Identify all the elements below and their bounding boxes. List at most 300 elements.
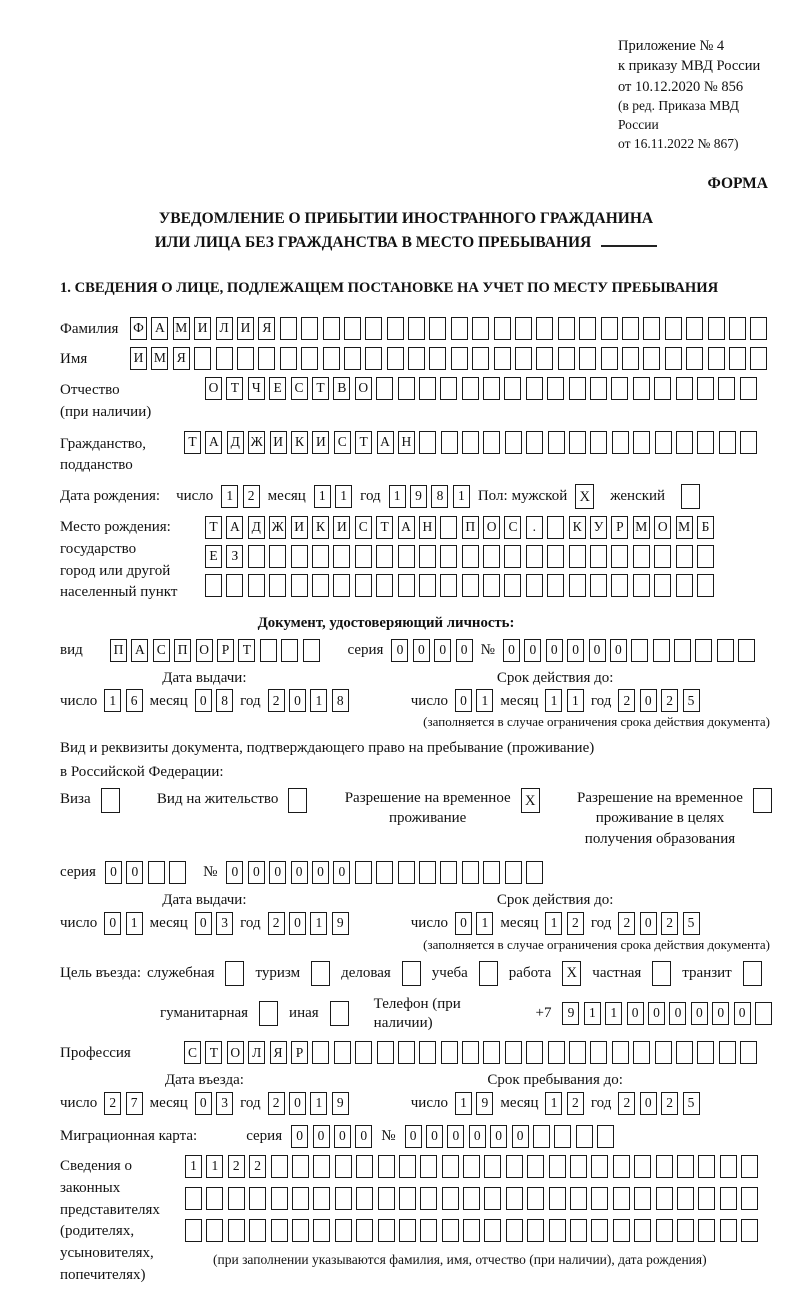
char-cell[interactable]: О — [227, 1041, 244, 1064]
char-cell[interactable] — [655, 1041, 672, 1064]
char-cell[interactable] — [440, 516, 457, 539]
char-cell[interactable] — [665, 347, 682, 370]
char-cell[interactable] — [547, 377, 564, 400]
char-cell[interactable] — [419, 431, 436, 454]
char-cell[interactable] — [355, 1041, 372, 1064]
char-cell[interactable]: 7 — [126, 1092, 143, 1115]
char-cell[interactable]: 2 — [268, 689, 285, 712]
char-cell[interactable]: Ф — [130, 317, 147, 340]
char-cell[interactable] — [515, 347, 532, 370]
char-cell[interactable] — [526, 574, 543, 597]
char-cell[interactable] — [740, 1041, 757, 1064]
char-cell[interactable] — [570, 1155, 587, 1178]
char-cell[interactable] — [291, 545, 308, 568]
char-cell[interactable] — [463, 1187, 480, 1210]
male-checkbox[interactable]: X — [575, 484, 594, 509]
char-cell[interactable] — [612, 1041, 629, 1064]
char-cell[interactable] — [399, 1187, 416, 1210]
char-cell[interactable]: 0 — [490, 1125, 507, 1148]
char-cell[interactable]: 0 — [455, 912, 472, 935]
char-cell[interactable] — [312, 1041, 329, 1064]
char-cell[interactable] — [281, 639, 298, 662]
char-cell[interactable] — [533, 1125, 550, 1148]
char-cell[interactable]: 2 — [228, 1155, 245, 1178]
char-cell[interactable]: Е — [205, 545, 222, 568]
char-cell[interactable] — [527, 1187, 544, 1210]
char-cell[interactable] — [376, 861, 393, 884]
char-cell[interactable] — [398, 574, 415, 597]
char-cell[interactable] — [697, 431, 714, 454]
char-cell[interactable]: Д — [227, 431, 244, 454]
char-cell[interactable]: М — [633, 516, 650, 539]
char-cell[interactable] — [590, 377, 607, 400]
char-cell[interactable] — [590, 574, 607, 597]
char-cell[interactable] — [570, 1187, 587, 1210]
char-cell[interactable]: И — [312, 431, 329, 454]
char-cell[interactable] — [462, 861, 479, 884]
char-cell[interactable] — [569, 1041, 586, 1064]
char-cell[interactable]: 0 — [248, 861, 265, 884]
char-cell[interactable] — [271, 1219, 288, 1242]
char-cell[interactable]: 0 — [413, 639, 430, 662]
char-cell[interactable] — [665, 317, 682, 340]
char-cell[interactable]: 2 — [243, 485, 260, 508]
char-cell[interactable] — [228, 1219, 245, 1242]
char-cell[interactable] — [494, 347, 511, 370]
char-cell[interactable] — [527, 1155, 544, 1178]
char-cell[interactable] — [590, 545, 607, 568]
char-cell[interactable] — [419, 545, 436, 568]
char-cell[interactable] — [451, 317, 468, 340]
char-cell[interactable]: Я — [173, 347, 190, 370]
char-cell[interactable]: Н — [398, 431, 415, 454]
char-cell[interactable] — [483, 377, 500, 400]
char-cell[interactable] — [312, 574, 329, 597]
char-cell[interactable]: 3 — [216, 1092, 233, 1115]
char-cell[interactable] — [462, 574, 479, 597]
char-cell[interactable] — [419, 377, 436, 400]
char-cell[interactable] — [185, 1219, 202, 1242]
char-cell[interactable] — [676, 1041, 693, 1064]
char-cell[interactable]: 0 — [456, 639, 473, 662]
char-cell[interactable] — [719, 431, 736, 454]
char-cell[interactable]: Т — [355, 431, 372, 454]
char-cell[interactable]: 0 — [126, 861, 143, 884]
char-cell[interactable] — [429, 347, 446, 370]
char-cell[interactable] — [633, 431, 650, 454]
char-cell[interactable] — [462, 545, 479, 568]
char-cell[interactable] — [526, 1041, 543, 1064]
char-cell[interactable] — [698, 1219, 715, 1242]
char-cell[interactable] — [440, 377, 457, 400]
char-cell[interactable] — [472, 347, 489, 370]
char-cell[interactable]: Ж — [269, 516, 286, 539]
char-cell[interactable]: 2 — [661, 912, 678, 935]
char-cell[interactable]: 1 — [453, 485, 470, 508]
char-cell[interactable] — [676, 431, 693, 454]
char-cell[interactable]: И — [270, 431, 287, 454]
char-cell[interactable] — [656, 1219, 673, 1242]
char-cell[interactable] — [483, 861, 500, 884]
char-cell[interactable]: П — [174, 639, 191, 662]
char-cell[interactable]: 0 — [546, 639, 563, 662]
char-cell[interactable] — [708, 317, 725, 340]
char-cell[interactable]: А — [398, 516, 415, 539]
char-cell[interactable] — [483, 431, 500, 454]
char-cell[interactable] — [399, 1219, 416, 1242]
char-cell[interactable] — [505, 861, 522, 884]
char-cell[interactable] — [720, 1155, 737, 1178]
char-cell[interactable] — [570, 1219, 587, 1242]
char-cell[interactable] — [741, 1155, 758, 1178]
char-cell[interactable] — [554, 1125, 571, 1148]
char-cell[interactable] — [601, 317, 618, 340]
char-cell[interactable]: Л — [216, 317, 233, 340]
char-cell[interactable]: И — [333, 516, 350, 539]
char-cell[interactable]: 6 — [126, 689, 143, 712]
char-cell[interactable]: 1 — [335, 485, 352, 508]
char-cell[interactable] — [547, 574, 564, 597]
char-cell[interactable] — [420, 1219, 437, 1242]
char-cell[interactable] — [442, 1187, 459, 1210]
char-cell[interactable]: Я — [258, 317, 275, 340]
char-cell[interactable] — [301, 347, 318, 370]
char-cell[interactable] — [237, 347, 254, 370]
char-cell[interactable] — [355, 861, 372, 884]
char-cell[interactable] — [720, 1187, 737, 1210]
char-cell[interactable] — [634, 1219, 651, 1242]
char-cell[interactable] — [292, 1155, 309, 1178]
char-cell[interactable] — [376, 574, 393, 597]
char-cell[interactable] — [378, 1219, 395, 1242]
char-cell[interactable] — [719, 1041, 736, 1064]
char-cell[interactable] — [549, 1219, 566, 1242]
char-cell[interactable] — [505, 431, 522, 454]
char-cell[interactable]: С — [355, 516, 372, 539]
char-cell[interactable] — [676, 545, 693, 568]
char-cell[interactable]: 1 — [584, 1002, 601, 1025]
char-cell[interactable]: 0 — [195, 689, 212, 712]
char-cell[interactable]: Т — [184, 431, 201, 454]
char-cell[interactable] — [611, 574, 628, 597]
char-cell[interactable] — [633, 1041, 650, 1064]
char-cell[interactable] — [750, 317, 767, 340]
char-cell[interactable]: 1 — [185, 1155, 202, 1178]
char-cell[interactable] — [301, 317, 318, 340]
female-checkbox[interactable] — [681, 484, 700, 509]
char-cell[interactable] — [506, 1219, 523, 1242]
char-cell[interactable]: 1 — [310, 1092, 327, 1115]
char-cell[interactable]: О — [196, 639, 213, 662]
char-cell[interactable] — [228, 1187, 245, 1210]
char-cell[interactable]: Л — [248, 1041, 265, 1064]
char-cell[interactable] — [634, 1187, 651, 1210]
char-cell[interactable] — [611, 377, 628, 400]
char-cell[interactable]: 2 — [618, 689, 635, 712]
char-cell[interactable]: 0 — [105, 861, 122, 884]
char-cell[interactable] — [634, 1155, 651, 1178]
char-cell[interactable] — [612, 431, 629, 454]
char-cell[interactable] — [335, 1187, 352, 1210]
char-cell[interactable]: 0 — [691, 1002, 708, 1025]
char-cell[interactable] — [656, 1155, 673, 1178]
char-cell[interactable]: 0 — [312, 861, 329, 884]
char-cell[interactable]: 1 — [221, 485, 238, 508]
char-cell[interactable] — [536, 317, 553, 340]
char-cell[interactable] — [429, 317, 446, 340]
char-cell[interactable]: К — [569, 516, 586, 539]
char-cell[interactable] — [441, 1041, 458, 1064]
char-cell[interactable]: Д — [248, 516, 265, 539]
char-cell[interactable] — [420, 1155, 437, 1178]
char-cell[interactable] — [344, 317, 361, 340]
char-cell[interactable] — [526, 545, 543, 568]
char-cell[interactable] — [549, 1187, 566, 1210]
char-cell[interactable]: И — [194, 317, 211, 340]
char-cell[interactable] — [686, 317, 703, 340]
char-cell[interactable]: 0 — [333, 861, 350, 884]
char-cell[interactable] — [248, 545, 265, 568]
char-cell[interactable]: 0 — [426, 1125, 443, 1148]
char-cell[interactable]: 1 — [310, 912, 327, 935]
char-cell[interactable] — [656, 1187, 673, 1210]
char-cell[interactable]: Т — [205, 516, 222, 539]
temp-residence-checkbox[interactable]: X — [521, 788, 540, 813]
char-cell[interactable] — [729, 317, 746, 340]
purpose-study-checkbox[interactable] — [479, 961, 498, 986]
char-cell[interactable]: И — [130, 347, 147, 370]
char-cell[interactable]: 0 — [648, 1002, 665, 1025]
char-cell[interactable] — [697, 574, 714, 597]
char-cell[interactable] — [698, 1155, 715, 1178]
char-cell[interactable]: 0 — [469, 1125, 486, 1148]
char-cell[interactable] — [440, 861, 457, 884]
char-cell[interactable] — [622, 317, 639, 340]
char-cell[interactable] — [313, 1187, 330, 1210]
char-cell[interactable] — [291, 574, 308, 597]
char-cell[interactable] — [451, 347, 468, 370]
char-cell[interactable] — [377, 1041, 394, 1064]
char-cell[interactable] — [148, 861, 165, 884]
char-cell[interactable]: Р — [611, 516, 628, 539]
char-cell[interactable]: Т — [205, 1041, 222, 1064]
char-cell[interactable]: . — [526, 516, 543, 539]
char-cell[interactable] — [356, 1155, 373, 1178]
char-cell[interactable] — [677, 1187, 694, 1210]
char-cell[interactable] — [365, 317, 382, 340]
char-cell[interactable]: 3 — [216, 912, 233, 935]
char-cell[interactable] — [269, 574, 286, 597]
char-cell[interactable]: А — [377, 431, 394, 454]
char-cell[interactable]: А — [226, 516, 243, 539]
char-cell[interactable] — [334, 1041, 351, 1064]
char-cell[interactable] — [313, 1219, 330, 1242]
char-cell[interactable] — [462, 431, 479, 454]
char-cell[interactable]: 0 — [405, 1125, 422, 1148]
char-cell[interactable]: В — [333, 377, 350, 400]
char-cell[interactable] — [344, 347, 361, 370]
purpose-humanitarian-checkbox[interactable] — [259, 1001, 278, 1026]
char-cell[interactable]: 0 — [503, 639, 520, 662]
char-cell[interactable] — [697, 377, 714, 400]
temp-residence-education-checkbox[interactable] — [753, 788, 772, 813]
char-cell[interactable]: Я — [270, 1041, 287, 1064]
char-cell[interactable] — [631, 639, 648, 662]
char-cell[interactable] — [249, 1219, 266, 1242]
char-cell[interactable]: Р — [217, 639, 234, 662]
char-cell[interactable] — [579, 347, 596, 370]
char-cell[interactable]: 2 — [567, 1092, 584, 1115]
char-cell[interactable] — [591, 1155, 608, 1178]
char-cell[interactable]: Т — [376, 516, 393, 539]
char-cell[interactable]: 0 — [391, 639, 408, 662]
char-cell[interactable]: 0 — [289, 912, 306, 935]
char-cell[interactable]: 5 — [683, 1092, 700, 1115]
char-cell[interactable] — [569, 431, 586, 454]
char-cell[interactable]: 2 — [104, 1092, 121, 1115]
char-cell[interactable]: 1 — [126, 912, 143, 935]
char-cell[interactable] — [269, 545, 286, 568]
char-cell[interactable]: 8 — [216, 689, 233, 712]
char-cell[interactable]: 0 — [512, 1125, 529, 1148]
char-cell[interactable]: 2 — [567, 912, 584, 935]
char-cell[interactable]: 0 — [289, 1092, 306, 1115]
char-cell[interactable]: 0 — [640, 689, 657, 712]
char-cell[interactable] — [579, 317, 596, 340]
char-cell[interactable]: 0 — [447, 1125, 464, 1148]
char-cell[interactable] — [365, 347, 382, 370]
char-cell[interactable] — [398, 545, 415, 568]
char-cell[interactable]: 2 — [618, 1092, 635, 1115]
char-cell[interactable]: 9 — [410, 485, 427, 508]
char-cell[interactable] — [205, 574, 222, 597]
char-cell[interactable] — [741, 1219, 758, 1242]
char-cell[interactable] — [441, 431, 458, 454]
char-cell[interactable] — [335, 1219, 352, 1242]
char-cell[interactable]: Т — [226, 377, 243, 400]
char-cell[interactable] — [515, 317, 532, 340]
char-cell[interactable]: 0 — [269, 861, 286, 884]
char-cell[interactable]: А — [151, 317, 168, 340]
char-cell[interactable] — [483, 545, 500, 568]
char-cell[interactable]: С — [504, 516, 521, 539]
char-cell[interactable]: П — [110, 639, 127, 662]
char-cell[interactable]: 8 — [332, 689, 349, 712]
char-cell[interactable] — [504, 377, 521, 400]
char-cell[interactable] — [504, 545, 521, 568]
char-cell[interactable]: Т — [238, 639, 255, 662]
char-cell[interactable] — [419, 574, 436, 597]
char-cell[interactable] — [569, 574, 586, 597]
char-cell[interactable] — [442, 1155, 459, 1178]
char-cell[interactable]: 1 — [476, 912, 493, 935]
char-cell[interactable] — [676, 377, 693, 400]
visa-checkbox[interactable] — [101, 788, 120, 813]
char-cell[interactable] — [506, 1155, 523, 1178]
char-cell[interactable] — [505, 1041, 522, 1064]
char-cell[interactable]: 0 — [640, 1092, 657, 1115]
char-cell[interactable]: О — [205, 377, 222, 400]
char-cell[interactable] — [633, 377, 650, 400]
char-cell[interactable] — [378, 1187, 395, 1210]
char-cell[interactable] — [536, 347, 553, 370]
char-cell[interactable]: М — [173, 317, 190, 340]
char-cell[interactable] — [613, 1187, 630, 1210]
char-cell[interactable]: С — [184, 1041, 201, 1064]
char-cell[interactable] — [601, 347, 618, 370]
char-cell[interactable]: К — [291, 431, 308, 454]
char-cell[interactable]: 0 — [291, 1125, 308, 1148]
char-cell[interactable]: 1 — [314, 485, 331, 508]
char-cell[interactable] — [483, 1041, 500, 1064]
char-cell[interactable] — [440, 545, 457, 568]
char-cell[interactable] — [355, 545, 372, 568]
char-cell[interactable]: О — [654, 516, 671, 539]
char-cell[interactable] — [408, 317, 425, 340]
char-cell[interactable] — [750, 347, 767, 370]
char-cell[interactable] — [718, 377, 735, 400]
purpose-transit-checkbox[interactable] — [743, 961, 762, 986]
char-cell[interactable] — [419, 861, 436, 884]
char-cell[interactable] — [697, 545, 714, 568]
char-cell[interactable] — [720, 1219, 737, 1242]
char-cell[interactable] — [185, 1187, 202, 1210]
char-cell[interactable] — [378, 1155, 395, 1178]
char-cell[interactable]: О — [355, 377, 372, 400]
char-cell[interactable]: 1 — [389, 485, 406, 508]
char-cell[interactable]: 0 — [640, 912, 657, 935]
char-cell[interactable]: Ч — [248, 377, 265, 400]
char-cell[interactable] — [484, 1219, 501, 1242]
char-cell[interactable] — [676, 574, 693, 597]
char-cell[interactable]: 1 — [545, 912, 562, 935]
char-cell[interactable]: 1 — [476, 689, 493, 712]
char-cell[interactable]: Е — [269, 377, 286, 400]
char-cell[interactable]: 1 — [545, 1092, 562, 1115]
char-cell[interactable] — [549, 1155, 566, 1178]
char-cell[interactable] — [484, 1187, 501, 1210]
char-cell[interactable] — [741, 1187, 758, 1210]
char-cell[interactable]: 1 — [545, 689, 562, 712]
char-cell[interactable] — [249, 1187, 266, 1210]
char-cell[interactable]: 0 — [455, 689, 472, 712]
char-cell[interactable]: 0 — [610, 639, 627, 662]
char-cell[interactable]: 0 — [289, 689, 306, 712]
char-cell[interactable] — [755, 1002, 772, 1025]
char-cell[interactable] — [280, 317, 297, 340]
char-cell[interactable]: 1 — [455, 1092, 472, 1115]
char-cell[interactable] — [590, 1041, 607, 1064]
char-cell[interactable] — [591, 1187, 608, 1210]
char-cell[interactable]: 9 — [476, 1092, 493, 1115]
char-cell[interactable] — [216, 347, 233, 370]
char-cell[interactable]: К — [312, 516, 329, 539]
char-cell[interactable] — [419, 1041, 436, 1064]
char-cell[interactable]: 2 — [268, 912, 285, 935]
char-cell[interactable] — [654, 545, 671, 568]
char-cell[interactable] — [698, 1187, 715, 1210]
char-cell[interactable] — [356, 1219, 373, 1242]
char-cell[interactable] — [494, 317, 511, 340]
char-cell[interactable]: 5 — [683, 912, 700, 935]
char-cell[interactable] — [194, 347, 211, 370]
char-cell[interactable]: 2 — [249, 1155, 266, 1178]
char-cell[interactable] — [590, 431, 607, 454]
char-cell[interactable] — [248, 574, 265, 597]
char-cell[interactable] — [323, 347, 340, 370]
char-cell[interactable] — [398, 377, 415, 400]
char-cell[interactable]: У — [590, 516, 607, 539]
